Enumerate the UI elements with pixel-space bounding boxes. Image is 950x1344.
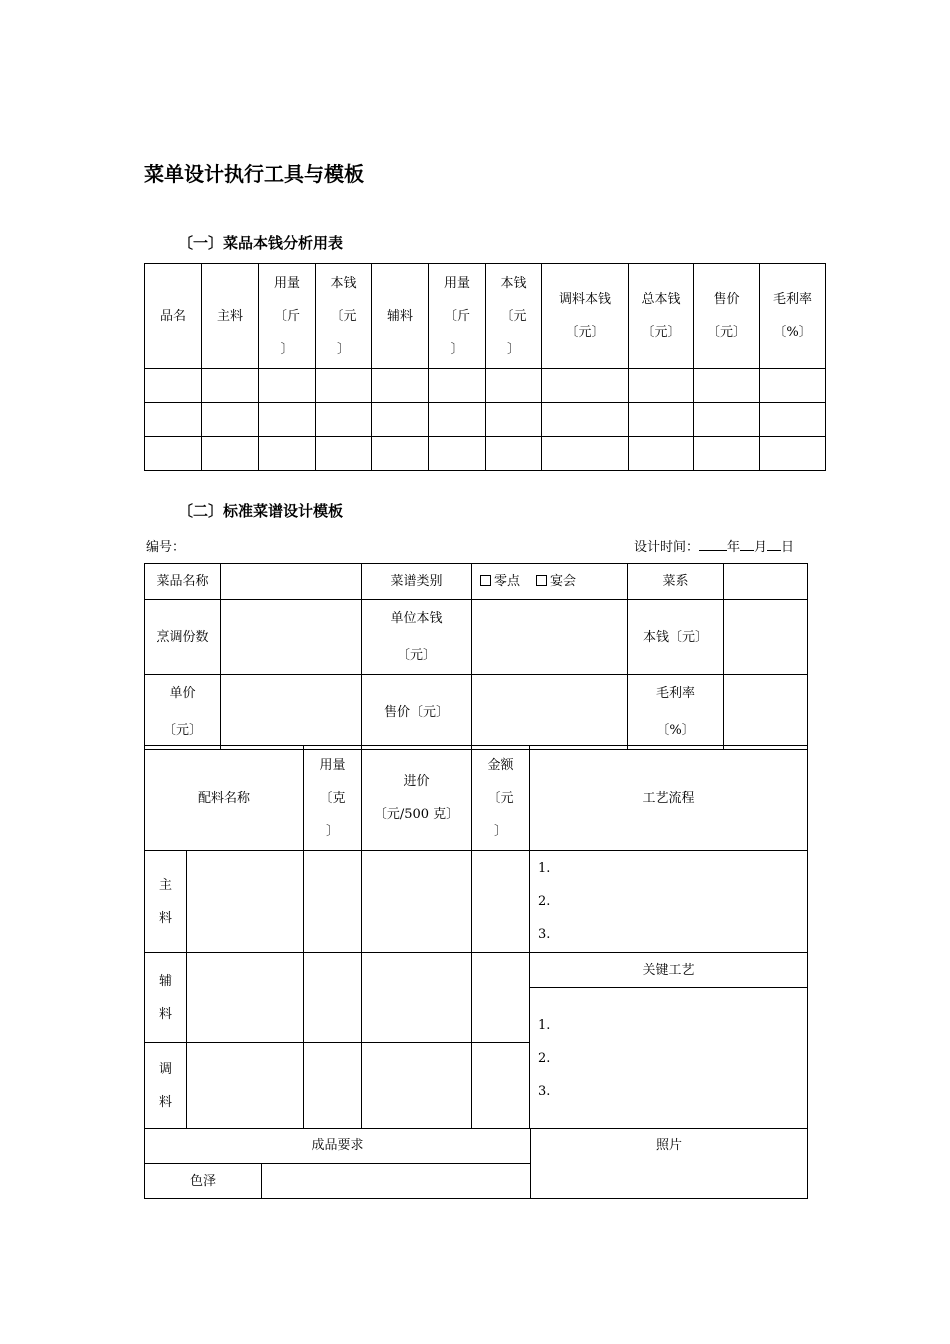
cell[interactable] (542, 437, 629, 471)
seasoning-label-line2: 料 (158, 1094, 172, 1110)
unit-price-line2: 〔元〕 (162, 723, 202, 738)
header-margin-line1: 毛利率 (772, 292, 812, 307)
sale-price-field[interactable] (472, 675, 628, 750)
cell[interactable] (372, 437, 429, 471)
header-cost1-line3: 〕 (336, 341, 350, 357)
cost-field[interactable] (724, 600, 808, 675)
dish-name-label: 菜品名称 (145, 564, 221, 600)
banquet-label: 宴会 (550, 574, 577, 589)
cell[interactable] (542, 369, 629, 403)
header-cost1-line1: 本钱 (330, 275, 357, 291)
header-cost2 (486, 264, 542, 369)
key-step-2: 2. (538, 1050, 551, 1066)
cell[interactable] (202, 437, 259, 471)
key-process-steps (530, 988, 808, 1129)
year-blank[interactable] (699, 537, 727, 551)
unit-cost-label (362, 600, 472, 675)
main-price-field[interactable] (362, 851, 472, 953)
header-qty1 (259, 264, 316, 369)
key-step-3: 3. (538, 1083, 551, 1099)
header-cost2-line2: 〔元 (500, 308, 527, 324)
header-total (629, 264, 694, 369)
key-process-header: 关键工艺 (530, 953, 808, 988)
header-price (694, 264, 760, 369)
process-step-3: 3. (538, 927, 551, 942)
table-row (145, 369, 826, 403)
qty-header-line3: 〕 (326, 823, 340, 839)
seasoning-amount-field[interactable] (472, 1043, 530, 1129)
cell[interactable] (542, 403, 629, 437)
year-label: 年 (727, 540, 741, 555)
cell[interactable] (259, 437, 316, 471)
table-row (145, 437, 826, 471)
header-qty1-line3: 〕 (280, 341, 294, 357)
seasoning-ingredient-label (145, 1043, 187, 1129)
category-options (472, 564, 628, 600)
cell[interactable] (694, 369, 760, 403)
header-name: 品名 (145, 264, 202, 369)
header-qty1-line2: 〔斤 (273, 308, 300, 324)
header-cost1 (316, 264, 372, 369)
design-time (634, 536, 794, 555)
ingredients-table (144, 745, 808, 1129)
main-amount-field[interactable] (472, 851, 530, 953)
cell[interactable] (259, 403, 316, 437)
seasoning-name-field[interactable] (187, 1043, 304, 1129)
cell[interactable] (629, 437, 694, 471)
cell[interactable] (145, 369, 202, 403)
unit-cost-line1: 单位本钱 (390, 611, 443, 626)
ingredient-name-header: 配料名称 (145, 746, 304, 851)
aux-name-field[interactable] (187, 953, 304, 1043)
cell[interactable] (202, 403, 259, 437)
cell[interactable] (760, 403, 826, 437)
amount-header-line2: 〔元 (487, 790, 514, 806)
cell[interactable] (486, 437, 542, 471)
recipe-info-table (144, 563, 808, 750)
cell[interactable] (316, 369, 372, 403)
header-qty2-line3: 〕 (450, 341, 464, 357)
day-label: 日 (781, 540, 795, 555)
cuisine-label: 菜系 (628, 564, 724, 600)
header-margin (760, 264, 826, 369)
amount-header-line1: 金额 (487, 757, 514, 773)
snack-label: 零点 (494, 574, 521, 589)
cell[interactable] (372, 403, 429, 437)
finished-req-header: 成品要求 (145, 1129, 531, 1164)
servings-field[interactable] (221, 600, 362, 675)
aux-ingredient-label (145, 953, 187, 1043)
cuisine-field[interactable] (724, 564, 808, 600)
unit-cost-field[interactable] (472, 600, 628, 675)
cell[interactable] (760, 437, 826, 471)
header-cost1-line2: 〔元 (330, 308, 357, 324)
month-blank[interactable] (740, 537, 754, 551)
photo-cell[interactable]: 照片 (531, 1129, 808, 1199)
header-qty2 (429, 264, 486, 369)
header-price-line2: 〔元〕 (706, 325, 746, 340)
page-title: 菜单设计执行工具与模板 (144, 162, 364, 186)
cell[interactable] (316, 437, 372, 471)
header-qty2-line1: 用量 (443, 275, 470, 291)
header-seasoning (542, 264, 629, 369)
key-step-1: 1. (538, 1017, 551, 1033)
header-seasoning-line2: 〔元〕 (565, 325, 605, 340)
servings-label: 烹调份数 (145, 600, 221, 675)
section1-heading: 〔一〕菜品本钱分析用表 (178, 234, 344, 252)
amount-header (472, 746, 530, 851)
header-margin-line2: 〔%〕 (773, 325, 812, 340)
cell[interactable] (486, 369, 542, 403)
header-main: 主料 (202, 264, 259, 369)
qty-header (304, 746, 362, 851)
header-price-line1: 售价 (713, 292, 740, 307)
cell[interactable] (629, 403, 694, 437)
snack-checkbox[interactable] (480, 575, 491, 586)
seasoning-price-field[interactable] (362, 1043, 472, 1129)
finished-product-table (144, 1128, 808, 1199)
aux-label-line1: 辅 (158, 973, 172, 989)
header-cost2-line3: 〕 (506, 341, 520, 357)
unit-price-field[interactable] (221, 675, 362, 750)
process-steps (530, 851, 808, 953)
purchase-price-line2: 〔元/500 克〕 (373, 807, 460, 822)
table-row (145, 403, 826, 437)
sale-price-label: 售价〔元〕 (362, 675, 472, 750)
unit-price-line1: 单价 (169, 686, 196, 701)
unit-cost-line2: 〔元〕 (396, 648, 436, 663)
number-label: 编号： (146, 540, 186, 555)
header-aux: 辅料 (372, 264, 429, 369)
cell[interactable] (202, 369, 259, 403)
process-header: 工艺流程 (530, 746, 808, 851)
cell[interactable] (316, 403, 372, 437)
header-total-line1: 总本钱 (641, 292, 681, 307)
seasoning-label-line1: 调 (158, 1061, 172, 1077)
header-seasoning-line1: 调料本钱 (558, 292, 611, 307)
main-qty-field[interactable] (304, 851, 362, 953)
category-label: 菜谱类别 (362, 564, 472, 600)
process-step-1: 1. (538, 861, 551, 876)
aux-amount-field[interactable] (472, 953, 530, 1043)
cell[interactable] (629, 369, 694, 403)
aux-label-line2: 料 (158, 1006, 172, 1022)
cell[interactable] (486, 403, 542, 437)
process-step-2: 2. (538, 894, 551, 909)
section2-heading: 〔二〕标准菜谱设计模板 (178, 502, 344, 520)
margin-field[interactable] (724, 675, 808, 750)
design-time-label: 设计时间： (634, 540, 700, 555)
header-total-line2: 〔元〕 (641, 325, 681, 340)
main-ingredient-label (145, 851, 187, 953)
cell[interactable] (259, 369, 316, 403)
seasoning-qty-field[interactable] (304, 1043, 362, 1129)
cell[interactable] (145, 437, 202, 471)
header-qty1-line1: 用量 (273, 275, 300, 291)
qty-header-line2: 〔克 (319, 790, 346, 806)
main-name-field[interactable] (187, 851, 304, 953)
main-label-line1: 主 (158, 877, 172, 893)
cell[interactable] (429, 369, 486, 403)
banquet-checkbox[interactable] (536, 575, 547, 586)
margin-line2: 〔%〕 (656, 723, 695, 738)
cell[interactable] (760, 369, 826, 403)
cell[interactable] (372, 369, 429, 403)
color-label: 色泽 (145, 1164, 262, 1199)
cell[interactable] (429, 403, 486, 437)
aux-qty-field[interactable] (304, 953, 362, 1043)
aux-price-field[interactable] (362, 953, 472, 1043)
cell[interactable] (694, 437, 760, 471)
main-label-line2: 料 (158, 910, 172, 926)
cell[interactable] (429, 437, 486, 471)
month-label: 月 (754, 540, 768, 555)
cost-label: 本钱〔元〕 (628, 600, 724, 675)
purchase-price-line1: 进价 (403, 774, 430, 789)
cell[interactable] (145, 403, 202, 437)
dish-name-field[interactable] (221, 564, 362, 600)
purchase-price-header (362, 746, 472, 851)
cost-analysis-table (144, 263, 826, 471)
header-qty2-line2: 〔斤 (443, 308, 470, 324)
day-blank[interactable] (767, 537, 781, 551)
header-cost2-line1: 本钱 (500, 275, 527, 291)
amount-header-line3: 〕 (494, 823, 508, 839)
cell[interactable] (694, 403, 760, 437)
margin-line1: 毛利率 (655, 686, 695, 701)
margin-label (628, 675, 724, 750)
qty-header-line1: 用量 (319, 757, 346, 773)
color-field[interactable] (262, 1164, 531, 1199)
unit-price-label (145, 675, 221, 750)
